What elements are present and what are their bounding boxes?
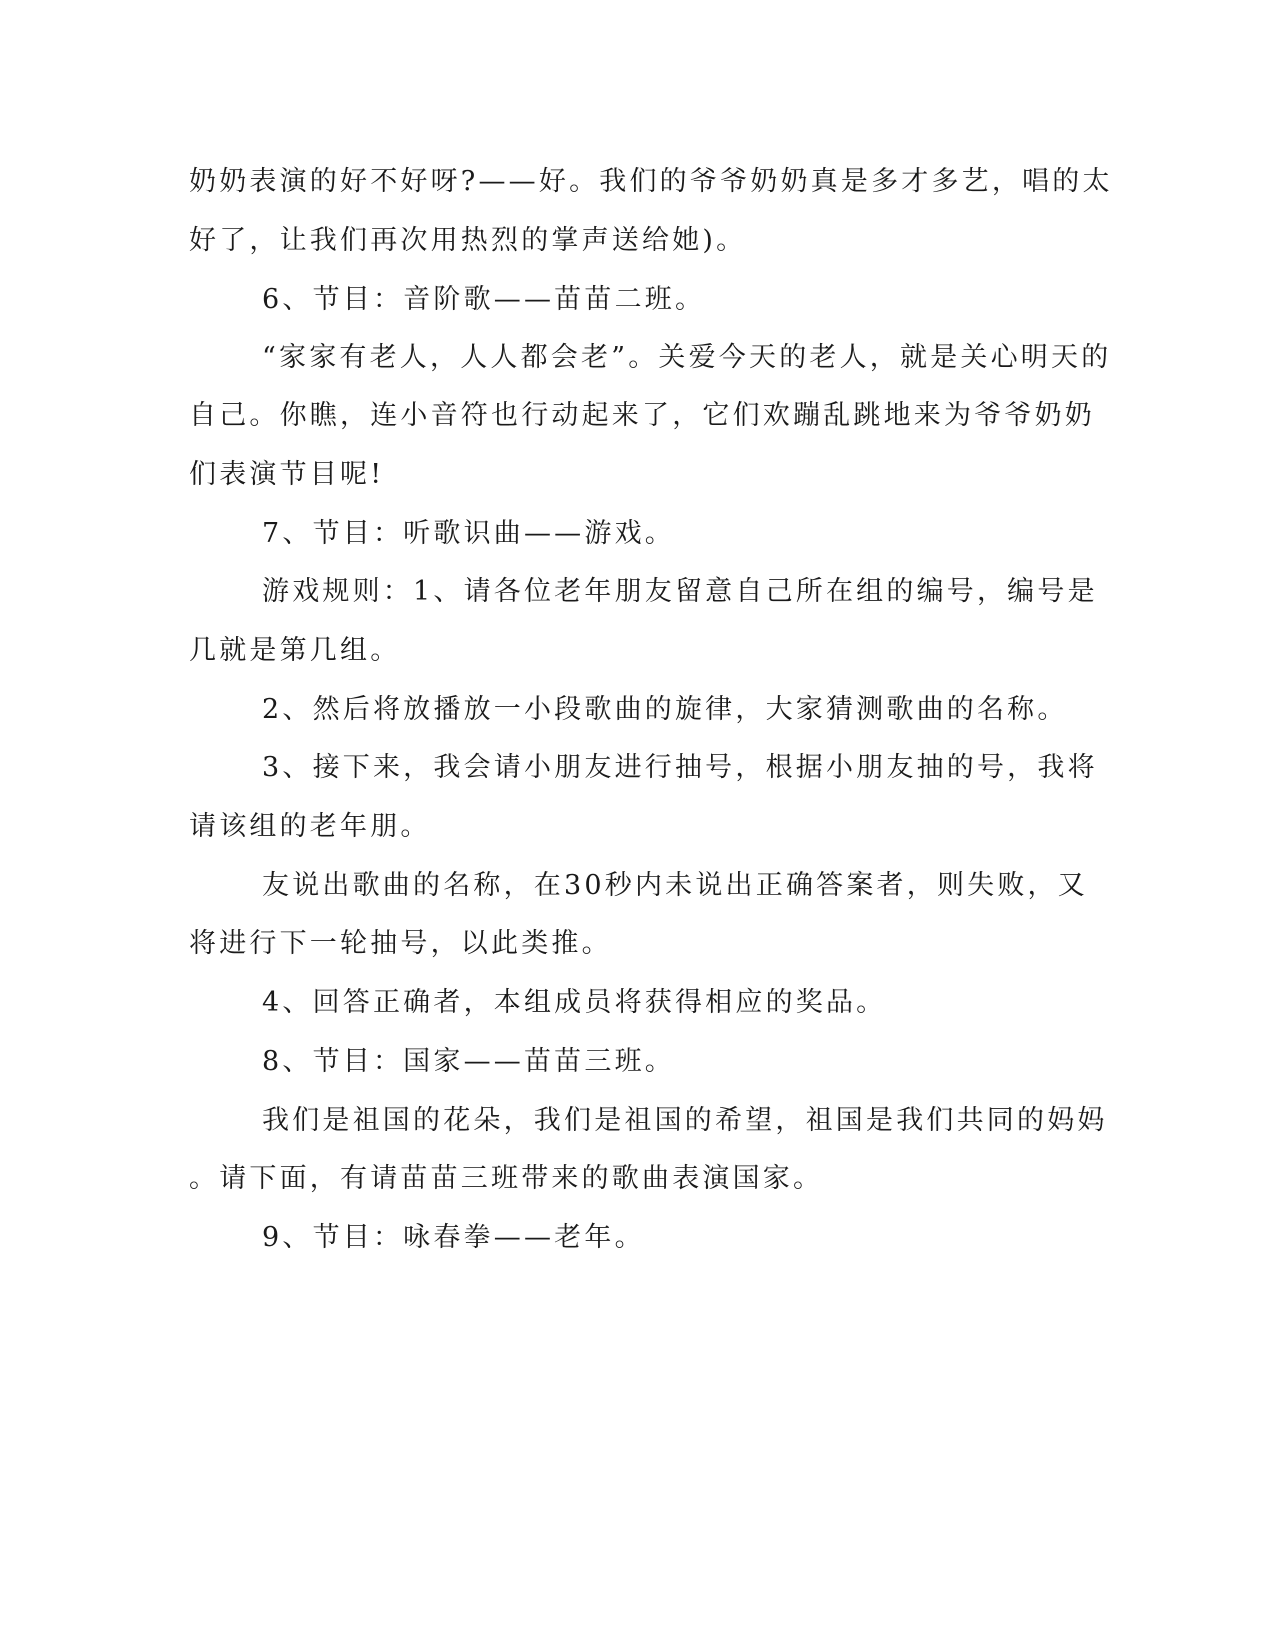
- game-rule-3: 3、接下来，我会请小朋友进行抽号，根据小朋友抽的号，我将: [262, 752, 1098, 783]
- text-line: 请该组的老年朋。: [189, 811, 431, 842]
- text-line: 友说出歌曲的名称，在30秒内未说出正确答案者，则失败，又: [262, 870, 1088, 901]
- game-rule-1: 游戏规则：1、请各位老年朋友留意自己所在组的编号，编号是: [262, 576, 1098, 607]
- text-line: 几就是第几组。: [189, 635, 401, 666]
- text-line: 自己。你瞧，连小音符也行动起来了，它们欢蹦乱跳地来为爷爷奶奶: [189, 400, 1095, 431]
- text-line: “家家有老人，人人都会老”。关爱今天的老人，就是关心明天的: [262, 342, 1112, 373]
- text-line: 我们是祖国的花朵，我们是祖国的希望，祖国是我们共同的妈妈: [262, 1105, 1108, 1136]
- text-line: 们表演节目呢!: [189, 459, 385, 490]
- program-item-8: 8、节目：国家——苗苗三班。: [262, 1046, 675, 1077]
- program-item-6: 6、节目：音阶歌——苗苗二班。: [262, 284, 706, 315]
- text-line: 将进行下一轮抽号，以此类推。: [189, 928, 612, 959]
- program-item-9: 9、节目：咏春拳——老年。: [262, 1222, 645, 1253]
- text-line: 。请下面，有请苗苗三班带来的歌曲表演国家。: [189, 1163, 824, 1194]
- game-rule-2: 2、然后将放播放一小段歌曲的旋律，大家猜测歌曲的名称。: [262, 694, 1068, 725]
- text-line: 好了，让我们再次用热烈的掌声送给她)。: [189, 225, 747, 256]
- program-item-7: 7、节目：听歌识曲——游戏。: [262, 518, 675, 549]
- text-line: 奶奶表演的好不好呀?——好。我们的爷爷奶奶真是多才多艺，唱的太: [189, 166, 1113, 197]
- game-rule-4: 4、回答正确者，本组成员将获得相应的奖品。: [262, 987, 887, 1018]
